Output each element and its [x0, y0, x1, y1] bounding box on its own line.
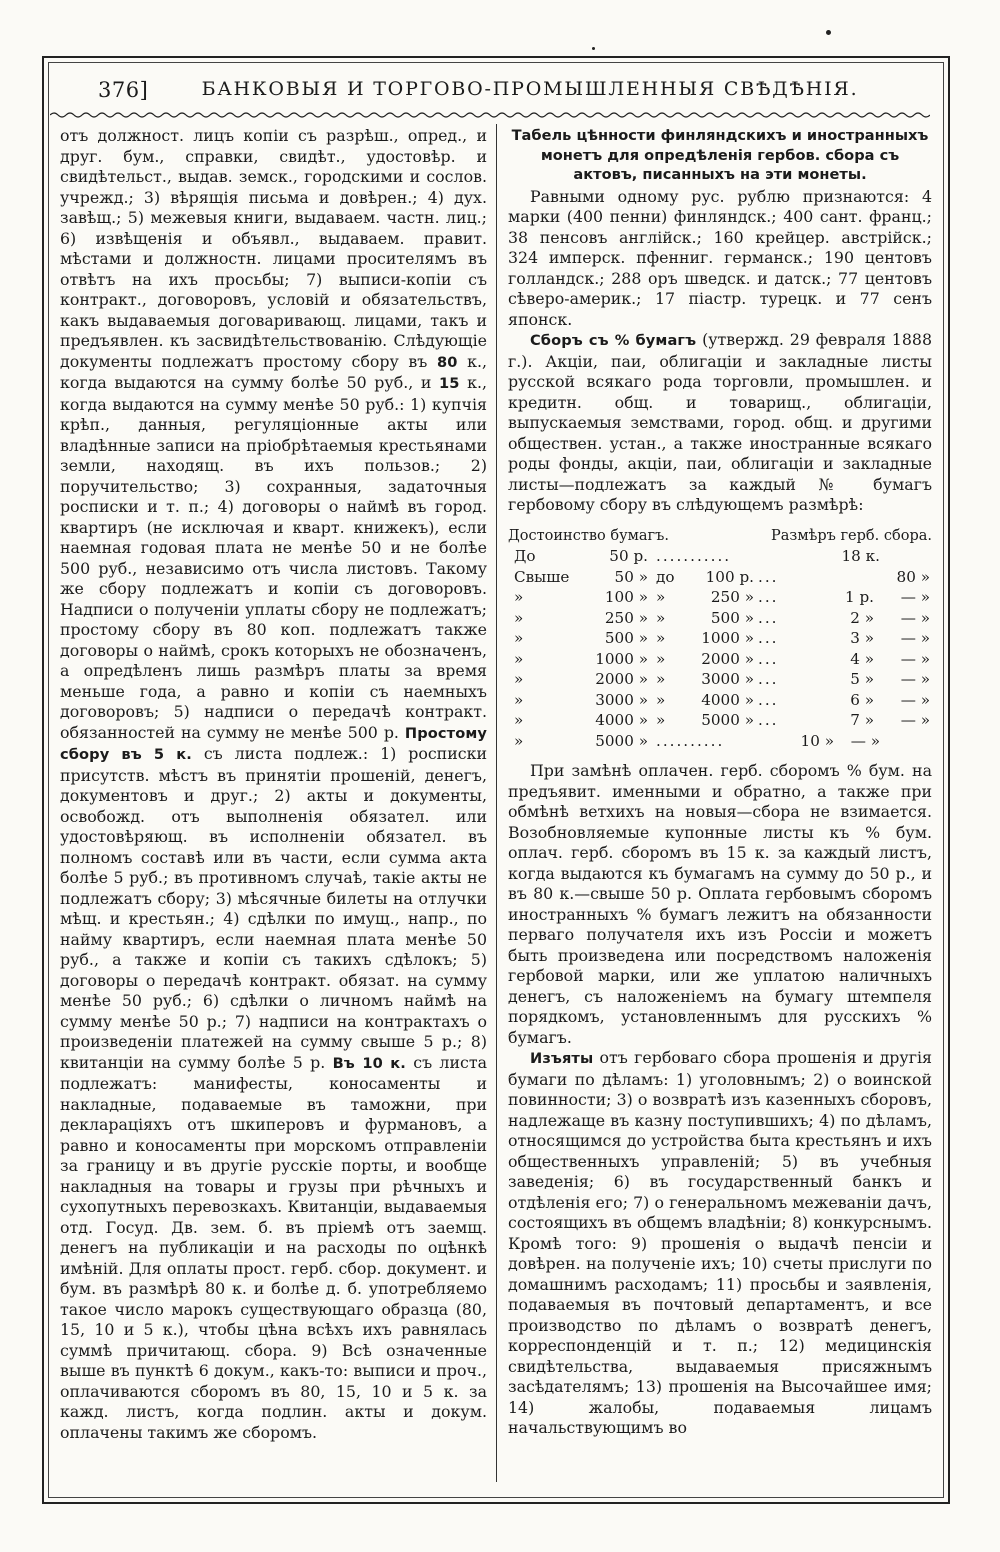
fee-cell-rub: 3 » [850, 629, 874, 647]
page-number: 376] [98, 78, 149, 102]
fee-cell-kop: — » [900, 649, 930, 668]
fee-cell-to: » [656, 690, 666, 709]
fee-header-value: Достоинство бумагъ. [508, 527, 669, 544]
wavy-rule [50, 110, 930, 120]
fee-cell-amount: 50 » [614, 567, 648, 586]
left-text: отъ должност. лицъ копіи съ разрѣш., опред., и друг. бум., справки, свидѣт., удостовѣр. и свидѣтельст., выдав. земск., городскими и сослов. учрежд.; 3) вѣрящія письма и довѣрен.; 4) дух. завѣщ.; 5) межевыя книги, выдаваем. частн. лиц.; 6) извѣщенія и объявл., выдаваем. правит. мѣстами и должностн. лицами просителямъ въ отвѣтъ на ихъ просьбы; 7) выписи-копіи съ контракт., договоровъ, условій и обязательствъ, какъ выдаваемыя договаривающ. лицами, такъ и предъявлен. къ засвидѣтельствованію. Слѣдующіе документы подлежатъ простому сбору въ 80 к., когда выдаются на сумму болѣе 50 руб., и 15 к., когда выдаются на сумму менѣе 50 руб.: 1) купчія крѣп., данныя, регуляціонные акты или владѣнные записи на пріобрѣтаемыя крестьянами земли, находящ. въ ихъ пользов.; 2) поручительство; 3) сохранныя, задаточныя росписки и т. п.; 4) договоры о наймѣ въ город. квартиръ (не исключая и кварт. книжекъ), если наемная годовая плата не менѣе 50 и не болѣе 500 руб., независимо отъ числа листовъ. Такому же сбору подлежатъ и копіи съ договоровъ. Надписи о полученіи уплаты сбору не подлежатъ; простому сбору въ 80 коп. подлежатъ также договоры о наймѣ, срокъ которыхъ не обозначенъ, а опредѣленъ лишь размѣръ платы за время меньше года, а равно и копіи съ наемныхъ договоровъ; 5) надписи о передачѣ контракт. обязанностей на сумму не менѣе 500 р. Простому сбору въ 5 к. съ листа подлеж.: 1) росписки присутств. мѣстъ въ принятіи прошеній, денегъ, документовъ и друг.; 2) акты и документы, освобожд. отъ выполненія обязател. или удостовѣряющ. въ исполненіи обязател. въ полномъ составѣ или въ части, если сумма акта болѣе 5 руб.; въ противномъ случаѣ, такіе акты не подлежатъ сбору; 3) мѣсячные билеты на отлучки мѣщ. и крестьян.; 4) сдѣлки по имущ., напр., по найму квартиръ, если наемная плата менѣе 50 руб., а также и копіи съ такихъ сдѣлокъ; 5) договоры о передачѣ контракт. обязат. на сумму менѣе 50 руб.; 6) сдѣлки о личномъ наймѣ на сумму менѣе 50 р.; 7) надписи на контрактахъ о произведеніи платежей на сумму свыше 5 р.; 8) квитанціи на сумму болѣе 5 р. Въ 10 к. съ листа подлежатъ: манифесты, коносаменты и накладные, подаваемые въ таможни, при декларацiяхъ отъ шкиперовъ и фурмановъ, а равно и коносаменты при морскомъ отправленіи за границу и въ другіе русскіе порты, и вообще накладныя на товары и грузы при рѣчныхъ и сухопутныхъ перевозкахъ. Квитанціи, выдаваемыя отд. Госуд. Дв. зем. б. въ пріемѣ отъ заемщ. денегъ на публикаціи и на расходы по оцѣнкѣ имѣній. Для оплаты прост. герб. сбор. документ. и бум. въ размѣрѣ 80 к. и болѣе д. б. употребляемо такое число марокъ существующаго образца (80, 15, 10 и 5 к.), чтобы цѣна всѣхъ ихъ равнялась суммѣ причитающ. сбора. 9) Всѣ означенные выше въ пунктѣ 6 докум., какъ-то: выписи и проч., оплачиваются сборомъ въ 80, 15, 10 и 5 к. за кажд. листъ, когда подлин. акты и докум. оплачены такимъ же сборомъ. [60, 126, 487, 1442]
coin-table-title: Табель цѣнности финляндскихъ и иностранныхъ монетъ для опредѣленія гербов. сбора съ актовъ, писанныхъ на эти монеты. [511, 127, 929, 183]
fee-cell-dots: ... [758, 588, 779, 606]
fee-cell-rub: 4 » [850, 649, 874, 668]
fee-cell-prefix: » [514, 690, 524, 709]
fee-cell-upper: 3000 » [701, 670, 754, 688]
fee-cell-prefix: » [514, 670, 524, 688]
fee-row [508, 546, 932, 567]
fee-cell-prefix: » [514, 731, 524, 750]
fee-cell-to: » [656, 649, 666, 668]
fee-cell-to: » [656, 629, 666, 647]
fee-cell-to: » [656, 711, 666, 729]
fee-cell-prefix: » [514, 588, 524, 606]
fee-cell-amount: 50 р. [609, 547, 648, 565]
fee-cell-rub: 2 » [850, 608, 874, 627]
fee-cell-amount: 100 » [604, 588, 648, 606]
exemptions-paragraph: Изъяты отъ гербоваго сбора прошенія и другія бумаги по дѣламъ: 1) уголовнымъ; 2) о воинской повинности; 3) о возвратѣ изъ казенныхъ сборовъ, надлежаще въ казну поступившихъ; 4) по дѣламъ, относящимся до устройства быта крестьянъ и ихъ общественныхъ управленій; 5) въ учебныя заведенія; 6) въ государственный банкъ и отдѣленія его; 7) о генеральномъ межеваніи дачъ, состоящихъ въ общемъ владѣніи; 8) конкурснымъ. Кромѣ того: 9) прошенія о выдачѣ пенсіи и довѣрен. на полученіе ихъ; 10) счеты прислуги по домашнимъ расходамъ; 11) просьбы и заявленія, подаваемыя въ почтовый департаментъ, и все производство по дѣламъ о возвратѣ денегъ, корреспонденцій и т. п.; 12) медицинскія свидѣтельства, выдаваемыя присяжнымъ засѣдателямъ; 13) прошенія на Высочайшее имя; 14) жалобы, подаваемыя лицамъ начальствующимъ во [508, 1048, 932, 1437]
fee-cell-rub: 7 » [850, 711, 874, 729]
print-speck [592, 47, 595, 50]
fee-row [508, 731, 932, 752]
fee-cell-upper: 100 р. [705, 567, 754, 586]
fee-cell-to: до [656, 567, 675, 586]
fee-cell-prefix: » [514, 711, 524, 729]
fee-header-fee: Размѣръ герб. сбора. [771, 527, 932, 544]
fee-cell-prefix: До [514, 547, 536, 565]
fee-row [508, 587, 932, 608]
fee-cell-upper: 4000 » [701, 690, 754, 709]
fee-cell-dots: ... [758, 690, 779, 709]
fee-cell-dots: ... [758, 670, 779, 688]
fee-cell-kop: — » [900, 629, 930, 647]
fee-cell-upper: 5000 » [701, 711, 754, 729]
fee-cell-upper: 2000 » [701, 649, 754, 668]
fee-cell-amount: 1000 » [595, 649, 648, 668]
fee-cell-rub: 5 » [850, 670, 874, 688]
fee-row [508, 649, 932, 670]
fee-cell-amount: 250 » [604, 608, 648, 627]
fee-cell-kop: — » [900, 608, 930, 627]
fee-cell-dots: ... [758, 567, 779, 586]
fee-cell-to: » [656, 608, 666, 627]
fee-row [508, 608, 932, 629]
fee-cell-amount: 4000 » [595, 711, 648, 729]
fee-cell-kop: — » [900, 670, 930, 688]
fee-cell-dots: .......... [656, 731, 725, 750]
replacement-paragraph: При замѣнѣ оплачен. герб. сборомъ % бум. на предъявит. именными и обратно, а также при обмѣнѣ ветхихъ на новыя—сбора не взимается. Возобновляемые купонные листы къ % бум. оплач. герб. сборомъ въ 15 к. за каждый листъ, когда выдаются къ бумагамъ на сумму до 50 р., и въ 80 к.—свыше 50 р. Оплата гербовымъ сборомъ иностранныхъ % бумагъ лежитъ на обязанности перваго получателя ихъ изъ Россіи и можетъ быть произведена или посредствомъ наложенія гербовой марки, или же уплатою наличныхъ денегъ, съ наложеніемъ на бумагу штемпеля порядкомъ, установленнымъ для русскихъ % бумагъ. [508, 761, 932, 1047]
fee-rows [508, 546, 932, 751]
fee-row [508, 690, 932, 711]
fee-cell-amount: 2000 » [595, 670, 648, 688]
fee-cell-prefix: » [514, 649, 524, 668]
running-title: БАНКОВЫЯ И ТОРГОВО-ПРОМЫШЛЕННЫЯ СВѢДѢНІЯ. [201, 78, 859, 100]
fee-cell-kop: — » [850, 731, 880, 750]
fee-cell-dots: ... [758, 608, 779, 627]
fee-cell-dots: ... [758, 629, 779, 647]
fee-cell-amount: 3000 » [595, 690, 648, 709]
fee-cell-amount: 500 » [604, 629, 648, 647]
fee-cell-dots: ........... [656, 547, 732, 565]
fee-cell-rub: 1 р. [844, 588, 874, 606]
fee-cell-prefix: » [514, 608, 524, 627]
fee-cell-prefix: » [514, 629, 524, 647]
print-speck [826, 30, 831, 35]
fee-cell-prefix: Свыше [514, 567, 570, 586]
fee-cell-amount: 5000 » [595, 731, 648, 750]
fee-cell-to: » [656, 588, 666, 606]
fee-cell-rub [758, 546, 840, 567]
fee-cell-kop: 18 к. [841, 547, 880, 565]
fee-cell-rub: 10 » [800, 731, 834, 750]
fee-cell-dots: ... [758, 649, 779, 668]
fee-cell-kop: — » [900, 711, 930, 729]
page-header [50, 78, 930, 108]
fee-cell-upper: 250 » [710, 588, 754, 606]
fee-cell-kop: — » [900, 690, 930, 709]
fee-cell-kop: — » [900, 588, 930, 606]
fee-row [508, 628, 932, 649]
fee-cell-upper: 1000 » [701, 629, 754, 647]
right-column [508, 126, 932, 1439]
fee-cell-to: » [656, 670, 666, 688]
fee-cell-rub [840, 567, 880, 588]
column-divider [496, 124, 497, 1482]
fee-cell-rub: 6 » [850, 690, 874, 709]
coin-paragraph: Равными одному рус. рублю признаются: 4 марки (400 пенни) финляндск.; 400 сант. франц.; 38 пенсовъ англійск.; 160 крейцер. австрійск.; 324 имперск. пфенниг. германск.; 190 центовъ голландск.; 288 оръ шведск. и датск.; 77 центовъ сѣверо-америк.; 17 піастр. турецк. и 77 сенъ японск. [508, 186, 932, 329]
left-column [60, 126, 487, 1443]
fee-row [508, 710, 932, 731]
securities-paragraph: Сборъ съ % бумагъ (утвержд. 29 февраля 1888 г.). Акціи, паи, облигаціи и закладные листы русской всякаго рода торговли, промышлен. и кредитн. общ. и товарищ., облигаціи, выпускаемыя земствами, город. общ. и другими обществен. устан., а также иностранные всякаго роды фонды, акціи, паи, облигаціи и закладные листы—подлежатъ за каждый № бумагъ гербовому сбору въ слѣдующемъ размѣрѣ: [508, 330, 932, 514]
fee-table [508, 526, 932, 752]
fee-row [508, 669, 932, 690]
fee-cell-dots: ... [758, 711, 779, 729]
fee-cell-kop: 80 » [896, 567, 930, 586]
fee-row [508, 567, 932, 588]
fee-table-header [508, 526, 932, 547]
fee-cell-upper: 500 » [710, 608, 754, 627]
